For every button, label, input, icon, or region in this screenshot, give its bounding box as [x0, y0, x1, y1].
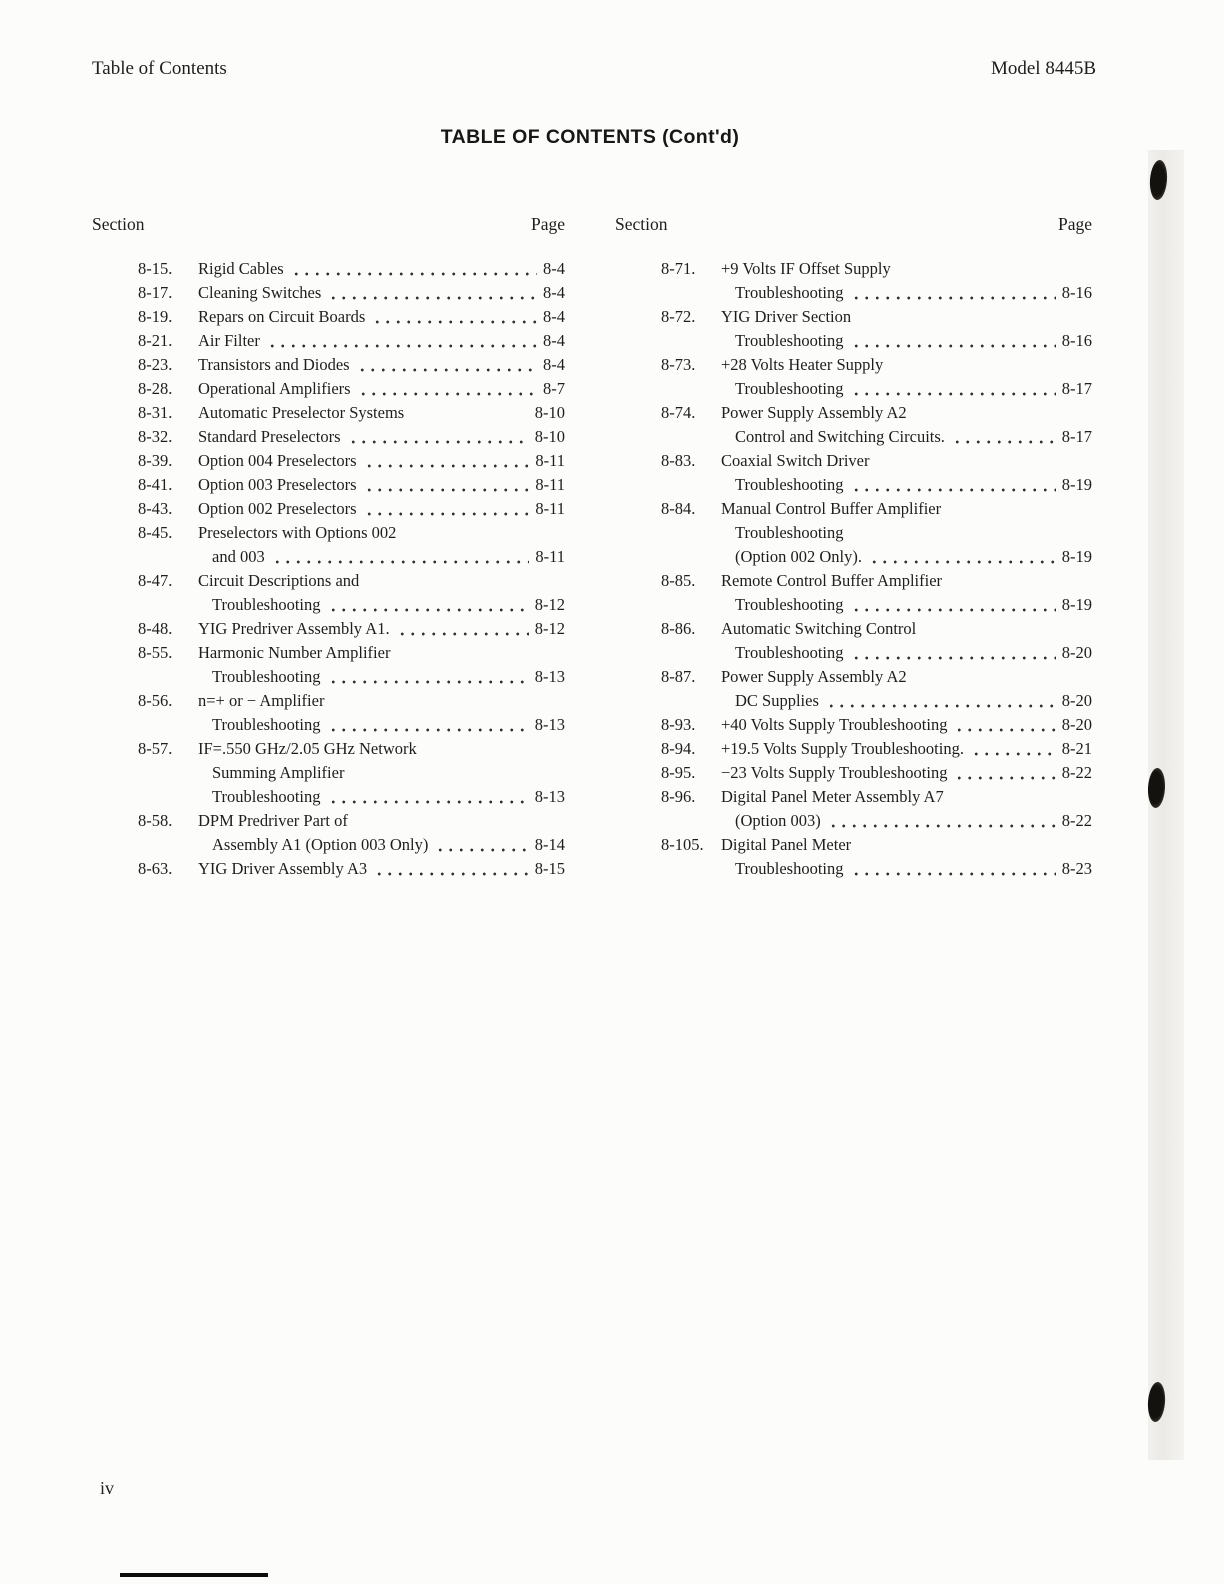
toc-entry-title: Troubleshooting [212, 715, 321, 734]
toc-entry-page: 8-10 [534, 427, 565, 446]
toc-entry-page: 8-19 [1061, 547, 1092, 566]
toc-entry-line [615, 545, 1092, 569]
toc-entry-line [615, 617, 1092, 641]
dot-leader [374, 857, 529, 881]
toc-entry-page: 8-19 [1061, 595, 1092, 614]
toc-entry-line [92, 353, 565, 377]
toc-entry-page: 8-14 [534, 835, 565, 854]
toc-entry-line [615, 857, 1092, 881]
toc-entry-page: 8-22 [1061, 811, 1092, 830]
toc-entry-line [92, 593, 565, 617]
toc-entry-page: 8-16 [1061, 331, 1092, 350]
toc-entry-title: Option 003 Preselectors [198, 475, 357, 494]
dot-leader [411, 401, 529, 425]
toc-entry-line [92, 545, 565, 569]
dot-leader [851, 281, 1056, 305]
toc-entry-line [92, 377, 565, 401]
toc-entry-page: 8-11 [535, 499, 565, 518]
toc-entry-title: +19.5 Volts Supply Troubleshooting. [721, 739, 964, 758]
toc-entry-page: 8-17 [1061, 427, 1092, 446]
toc-entry-title: Summing Amplifier [212, 763, 345, 782]
toc-entry-line [615, 641, 1092, 665]
toc-column-left [92, 214, 565, 881]
dot-leader [826, 689, 1056, 713]
dot-leader [851, 329, 1056, 353]
toc-entry-line [615, 785, 1092, 809]
dot-leader [851, 641, 1056, 665]
toc-entry-number: 8-39. [138, 451, 173, 470]
toc-entry-title: Option 002 Preselectors [198, 499, 357, 518]
toc-entry-line [92, 329, 565, 353]
toc-entry-number: 8-63. [138, 859, 173, 878]
folio-page-number: iv [100, 1478, 115, 1498]
dot-leader [828, 809, 1056, 833]
toc-entry-line [615, 521, 1092, 545]
toc-entry-number: 8-19. [138, 307, 173, 326]
page-label: Page [1057, 214, 1092, 234]
toc-entry-line [92, 617, 565, 641]
toc-entry-title: +9 Volts IF Offset Supply [721, 259, 891, 278]
dot-leader [358, 377, 537, 401]
toc-entry-page: 8-20 [1061, 691, 1092, 710]
toc-entry-line [615, 353, 1092, 377]
toc-entry-page: 8-4 [543, 355, 565, 374]
toc-entry-number: 8-31. [138, 403, 173, 422]
dot-leader [291, 257, 537, 281]
toc-entry-line [615, 449, 1092, 473]
toc-entry-line [92, 713, 565, 737]
section-label: Section [615, 214, 668, 234]
toc-entry-title: Assembly A1 (Option 003 Only) [212, 835, 429, 854]
toc-entry-page: 8-13 [534, 667, 565, 686]
toc-entry-line [615, 689, 1092, 713]
toc-entry-line [615, 497, 1092, 521]
dot-leader [328, 593, 529, 617]
running-header-left: Table of Contents [92, 58, 227, 79]
toc-entry-number: 8-15. [138, 259, 173, 278]
toc-entry-title: Troubleshooting [735, 283, 844, 302]
scan-bottom-rule [120, 1573, 268, 1577]
toc-entry-title: n=+ or − Amplifier [198, 691, 325, 710]
toc-entry-number: 8-17. [138, 283, 173, 302]
toc-entries [615, 257, 1092, 881]
dot-leader [954, 713, 1055, 737]
toc-entry-title: Power Supply Assembly A2 [721, 667, 907, 686]
toc-entry-page: 8-7 [543, 379, 565, 398]
toc-entry-number: 8-73. [661, 355, 696, 374]
toc-entry-title: YIG Driver Section [721, 307, 852, 326]
toc-entry-line [92, 761, 565, 785]
toc-entry-title: Air Filter [198, 331, 260, 350]
toc-entry-line [92, 521, 565, 545]
dot-leader [348, 425, 529, 449]
toc-entry-line [92, 449, 565, 473]
toc-entry-title: Rigid Cables [198, 259, 284, 278]
toc-column-right [615, 214, 1092, 881]
dot-leader [954, 761, 1055, 785]
toc-entries [92, 257, 565, 881]
toc-entry-title: Digital Panel Meter [721, 835, 852, 854]
toc-entry-page: 8-16 [1061, 283, 1092, 302]
toc-entry-title: DC Supplies [735, 691, 819, 710]
toc-entry-page: 8-20 [1061, 715, 1092, 734]
page-title: TABLE OF CONTENTS (Cont'd) [440, 126, 740, 148]
column-header [92, 214, 565, 235]
toc-entry-number: 8-43. [138, 499, 173, 518]
toc-entry-page: 8-13 [534, 787, 565, 806]
toc-entry-line [615, 305, 1092, 329]
toc-entry-title: Manual Control Buffer Amplifier [721, 499, 942, 518]
toc-entry-number: 8-45. [138, 523, 173, 542]
toc-entry-line [615, 665, 1092, 689]
toc-entry-title: Harmonic Number Amplifier [198, 643, 391, 662]
dot-leader [869, 545, 1056, 569]
toc-entry-title: DPM Predriver Part of [198, 811, 348, 830]
toc-entry-line [615, 593, 1092, 617]
toc-entry-line [615, 713, 1092, 737]
toc-entry-title: Troubleshooting [735, 859, 844, 878]
page-label: Page [530, 214, 565, 234]
toc-entry-title: and 003 [212, 547, 265, 566]
toc-entry-line [615, 257, 1092, 281]
running-header-right: Model 8445B [990, 58, 1096, 79]
toc-entry-title: Automatic Switching Control [721, 619, 917, 638]
dot-leader [372, 305, 537, 329]
toc-entry-number: 8-95. [661, 763, 696, 782]
running-header [92, 58, 1096, 80]
toc-entry-title: Automatic Preselector Systems [198, 403, 405, 422]
toc-entry-line [615, 761, 1092, 785]
toc-entry-number: 8-87. [661, 667, 696, 686]
toc-entry-line [92, 569, 565, 593]
toc-entry-line [92, 305, 565, 329]
toc-entry-page: 8-11 [535, 547, 565, 566]
toc-entry-page: 8-20 [1061, 643, 1092, 662]
dot-leader [364, 449, 530, 473]
toc-entry-line [615, 329, 1092, 353]
toc-entry-title: (Option 002 Only). [735, 547, 862, 566]
dot-leader [364, 473, 530, 497]
toc-entry-page: 8-21 [1061, 739, 1092, 758]
toc-entry-title: Standard Preselectors [198, 427, 341, 446]
toc-entry-page: 8-11 [535, 451, 565, 470]
toc-entry-number: 8-57. [138, 739, 173, 758]
toc-entry-line [92, 833, 565, 857]
toc-entry-line [615, 425, 1092, 449]
toc-entry-page: 8-4 [543, 307, 565, 326]
toc-entry-line [615, 473, 1092, 497]
toc-entry-title: Option 004 Preselectors [198, 451, 357, 470]
toc-entry-title: Control and Switching Circuits. [735, 427, 945, 446]
dot-leader [328, 665, 529, 689]
toc-entry-title: +28 Volts Heater Supply [721, 355, 884, 374]
toc-entry-line [92, 497, 565, 521]
toc-entry-page: 8-15 [534, 859, 565, 878]
toc-entry-page: 8-23 [1061, 859, 1092, 878]
toc-entry-line [92, 737, 565, 761]
toc-entry-page: 8-4 [543, 283, 565, 302]
toc-entry-title: Cleaning Switches [198, 283, 322, 302]
toc-entry-title: Repars on Circuit Boards [198, 307, 366, 326]
toc-entry-page: 8-22 [1061, 763, 1092, 782]
dot-leader [328, 281, 537, 305]
toc-entry-line [615, 281, 1092, 305]
dot-leader [328, 713, 529, 737]
toc-entry-title: (Option 003) [735, 811, 821, 830]
toc-entry-page: 8-19 [1061, 475, 1092, 494]
dot-leader [272, 545, 530, 569]
toc-entry-title: Troubleshooting [735, 643, 844, 662]
toc-entry-title: +40 Volts Supply Troubleshooting [721, 715, 948, 734]
toc-entry-number: 8-93. [661, 715, 696, 734]
toc-entry-number: 8-85. [661, 571, 696, 590]
toc-entry-number: 8-94. [661, 739, 696, 758]
toc-entry-line [92, 857, 565, 881]
toc-entry-line [92, 785, 565, 809]
toc-entry-number: 8-58. [138, 811, 173, 830]
toc-entry-line [92, 809, 565, 833]
toc-entry-title: Troubleshooting [735, 331, 844, 350]
toc-entry-line [92, 473, 565, 497]
toc-entry-line [92, 641, 565, 665]
toc-entry-number: 8-23. [138, 355, 173, 374]
dot-leader [952, 425, 1056, 449]
toc-entry-page: 8-13 [534, 715, 565, 734]
toc-entry-title: Digital Panel Meter Assembly A7 [721, 787, 944, 806]
toc-entry-line [615, 401, 1092, 425]
toc-entry-title: Troubleshooting [212, 787, 321, 806]
toc-entry-page: 8-11 [535, 475, 565, 494]
dot-leader [971, 737, 1056, 761]
toc-entry-page: 8-4 [543, 331, 565, 350]
toc-entry-number: 8-32. [138, 427, 173, 446]
toc-entry-title: Circuit Descriptions and [198, 571, 360, 590]
toc-entry-number: 8-84. [661, 499, 696, 518]
toc-entry-line [92, 281, 565, 305]
toc-entry-number: 8-83. [661, 451, 696, 470]
toc-entry-line [92, 665, 565, 689]
toc-entry-title: IF=.550 GHz/2.05 GHz Network [198, 739, 417, 758]
dot-leader [357, 353, 537, 377]
toc-entry-title: Troubleshooting [735, 523, 844, 542]
toc-entry-title: Remote Control Buffer Amplifier [721, 571, 943, 590]
section-label: Section [92, 214, 145, 234]
dot-leader [851, 473, 1056, 497]
toc-entry-line [615, 737, 1092, 761]
dot-leader [397, 617, 529, 641]
toc-entry-title: Troubleshooting [212, 595, 321, 614]
dot-leader [267, 329, 537, 353]
toc-entry-number: 8-28. [138, 379, 173, 398]
toc-entry-number: 8-21. [138, 331, 173, 350]
toc-entry-number: 8-71. [661, 259, 696, 278]
toc-entry-line [615, 377, 1092, 401]
toc-entry-number: 8-41. [138, 475, 173, 494]
toc-entry-title: Troubleshooting [735, 595, 844, 614]
dot-leader [851, 593, 1056, 617]
dot-leader [851, 857, 1056, 881]
toc-entry-page: 8-12 [534, 595, 565, 614]
dot-leader [364, 497, 530, 521]
toc-entry-line [92, 425, 565, 449]
toc-entry-title: YIG Driver Assembly A3 [198, 859, 368, 878]
toc-entry-line [615, 833, 1092, 857]
toc-entry-number: 8-56. [138, 691, 173, 710]
toc-entry-title: Coaxial Switch Driver [721, 451, 870, 470]
dot-leader [435, 833, 528, 857]
dot-leader [851, 377, 1056, 401]
toc-entry-title: Power Supply Assembly A2 [721, 403, 907, 422]
toc-entry-number: 8-86. [661, 619, 696, 638]
toc-entry-line [92, 689, 565, 713]
toc-entry-page: 8-4 [543, 259, 565, 278]
toc-entry-number: 8-96. [661, 787, 696, 806]
toc-entry-title: Operational Amplifiers [198, 379, 351, 398]
toc-entry-title: Troubleshooting [212, 667, 321, 686]
toc-entry-number: 8-105. [661, 835, 704, 854]
column-header [615, 214, 1092, 235]
toc-entry-title: Preselectors with Options 002 [198, 523, 397, 542]
toc-entry-line [92, 257, 565, 281]
toc-entry-number: 8-74. [661, 403, 696, 422]
toc-entry-title: Transistors and Diodes [198, 355, 350, 374]
toc-entry-title: Troubleshooting [735, 379, 844, 398]
toc-entry-line [92, 401, 565, 425]
toc-entry-title: YIG Predriver Assembly A1. [198, 619, 390, 638]
toc-entry-number: 8-72. [661, 307, 696, 326]
toc-entry-page: 8-17 [1061, 379, 1092, 398]
toc-entry-line [615, 809, 1092, 833]
dot-leader [328, 785, 529, 809]
toc-entry-number: 8-55. [138, 643, 173, 662]
toc-entry-page: 8-12 [534, 619, 565, 638]
toc-entry-line [615, 569, 1092, 593]
toc-entry-number: 8-47. [138, 571, 173, 590]
toc-entry-page: 8-10 [534, 403, 565, 422]
toc-entry-title: Troubleshooting [735, 475, 844, 494]
toc-entry-number: 8-48. [138, 619, 173, 638]
toc-entry-title: −23 Volts Supply Troubleshooting [721, 763, 948, 782]
